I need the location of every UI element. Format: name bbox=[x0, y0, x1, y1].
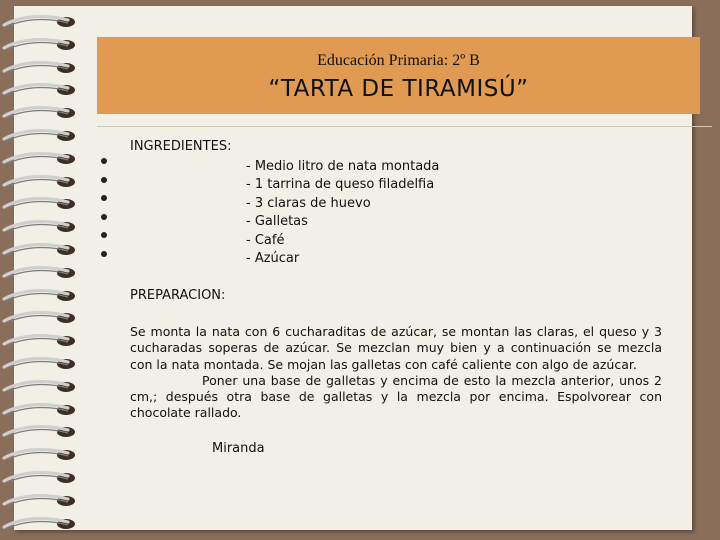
preparation-heading: PREPARACION: bbox=[130, 288, 226, 303]
binding-ring bbox=[0, 516, 80, 532]
binding-ring bbox=[0, 14, 80, 30]
binding-ring bbox=[0, 424, 80, 440]
binding-ring bbox=[0, 82, 80, 98]
bullet-icon bbox=[101, 251, 107, 257]
binding-ring bbox=[0, 37, 80, 53]
author-signature: Miranda bbox=[212, 441, 265, 456]
preparation-text bbox=[130, 324, 662, 422]
spiral-binding bbox=[0, 0, 80, 540]
ingredients-heading: INGREDIENTES: bbox=[130, 139, 232, 154]
binding-ring bbox=[0, 242, 80, 258]
binding-ring bbox=[0, 470, 80, 486]
binding-ring bbox=[0, 174, 80, 190]
binding-ring bbox=[0, 219, 80, 235]
binding-ring bbox=[0, 265, 80, 281]
subtitle: Educación Primaria: 2º B bbox=[317, 52, 480, 69]
preparation-paragraph-2: Poner una base de galletas y encima de esto la mezcla anterior, unos 2 cm,; después otra base de galletas y la mezcla por encima. Espolvorear con chocolate rallado. bbox=[130, 372, 662, 421]
binding-ring bbox=[0, 60, 80, 76]
binding-ring bbox=[0, 288, 80, 304]
ingredient-item: - Azúcar bbox=[246, 250, 300, 266]
ingredients-list bbox=[246, 158, 439, 268]
bullet-icon bbox=[101, 158, 107, 164]
binding-ring bbox=[0, 493, 80, 509]
ingredient-item: - 3 claras de huevo bbox=[246, 195, 371, 211]
binding-ring bbox=[0, 310, 80, 326]
binding-ring bbox=[0, 402, 80, 418]
binding-ring bbox=[0, 105, 80, 121]
header-banner bbox=[97, 37, 700, 114]
recipe-title: “TARTA DE TIRAMISÚ” bbox=[268, 76, 529, 102]
ingredient-item: - Medio litro de nata montada bbox=[246, 159, 440, 174]
binding-ring bbox=[0, 447, 80, 463]
bullet-icon bbox=[101, 177, 107, 183]
binding-ring bbox=[0, 196, 80, 212]
binding-ring bbox=[0, 128, 80, 144]
binding-ring bbox=[0, 379, 80, 395]
bullet-icon bbox=[101, 195, 107, 201]
divider bbox=[97, 126, 712, 127]
bullet-column bbox=[101, 158, 107, 269]
binding-ring bbox=[0, 356, 80, 372]
ingredient-item: - Galletas bbox=[246, 214, 308, 230]
bullet-icon bbox=[101, 232, 107, 238]
preparation-paragraph-1: Se monta la nata con 6 cucharaditas de azúcar, se montan las claras, el queso y 3 cucharadas soperas de azúcar. Se mezclan muy bien y a continuación se mezcla con la nata montada. Se mojan las galletas con café caliente con algo de azúcar. bbox=[130, 324, 662, 372]
ingredient-item: - 1 tarrina de queso filadelfia bbox=[246, 177, 435, 193]
ingredient-item: - Café bbox=[246, 232, 285, 248]
binding-ring bbox=[0, 333, 80, 349]
bullet-icon bbox=[101, 214, 107, 220]
binding-ring bbox=[0, 151, 80, 167]
